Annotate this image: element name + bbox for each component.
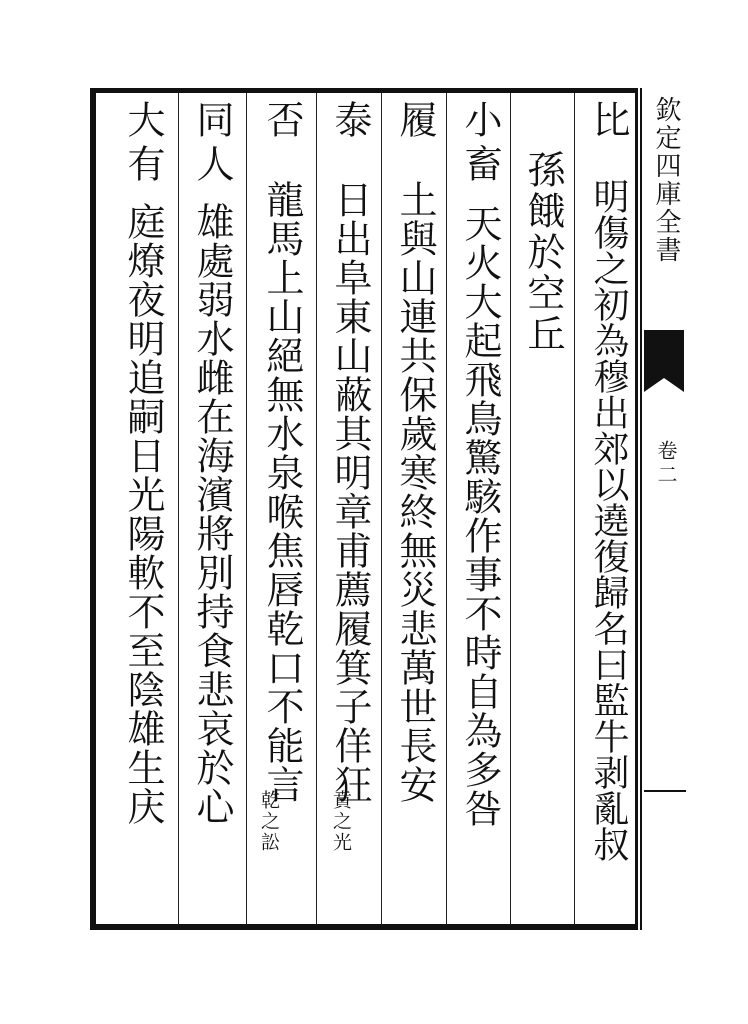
column-divider xyxy=(574,93,575,925)
book-title: 欽定四庫全書 xyxy=(651,96,681,264)
volume-label: 卷二 xyxy=(654,440,678,488)
hexagram-name: 小畜 xyxy=(458,100,502,188)
fishtail-mark-icon xyxy=(644,330,684,378)
hexagram-name: 大有 xyxy=(121,100,165,188)
hexagram-name: 比 xyxy=(586,100,630,144)
column-divider xyxy=(178,93,179,925)
verse-text: 明傷之初為穆出郊以遶復歸名曰監牛剥亂叔 xyxy=(588,178,629,862)
text-column xyxy=(184,100,240,826)
hexagram-name: 泰 xyxy=(328,100,372,144)
text-column xyxy=(115,100,171,826)
column-divider xyxy=(246,93,247,925)
text-column xyxy=(452,100,508,828)
hexagram-name: 履 xyxy=(393,100,437,144)
column-divider xyxy=(446,93,447,925)
column-divider xyxy=(381,93,382,925)
text-column xyxy=(254,100,310,804)
column-divider xyxy=(510,93,511,925)
verse-text: 孫餓於空丘 xyxy=(521,150,565,355)
hexagram-name: 同人 xyxy=(190,100,234,188)
column-divider xyxy=(316,93,317,925)
text-column xyxy=(387,100,443,804)
hexagram-name: 否 xyxy=(260,100,304,144)
text-column xyxy=(322,100,378,804)
annotation-note: 賁之光 xyxy=(330,790,352,853)
verse-text: 龍馬上山絕無水泉喉焦唇乾口不能言 xyxy=(260,180,304,804)
verse-text: 庭燎夜明追嗣日光陽軟不至陰雄生庆 xyxy=(121,202,165,826)
verse-text: 土與山連共保歲寒終無災悲萬世長安 xyxy=(393,180,437,804)
verse-text: 天火大起飛鳥驚駭作事不時自為多咎 xyxy=(458,204,502,828)
margin-rule xyxy=(644,790,686,792)
text-column xyxy=(515,150,571,355)
annotation-note: 乾之訟 xyxy=(258,790,280,853)
verse-text: 雄處弱水雌在海濱將別持食悲哀於心 xyxy=(190,202,234,826)
text-column xyxy=(580,100,636,862)
verse-text: 日出阜東山蔽其明章甫薦履箕子佯狂 xyxy=(328,180,372,804)
